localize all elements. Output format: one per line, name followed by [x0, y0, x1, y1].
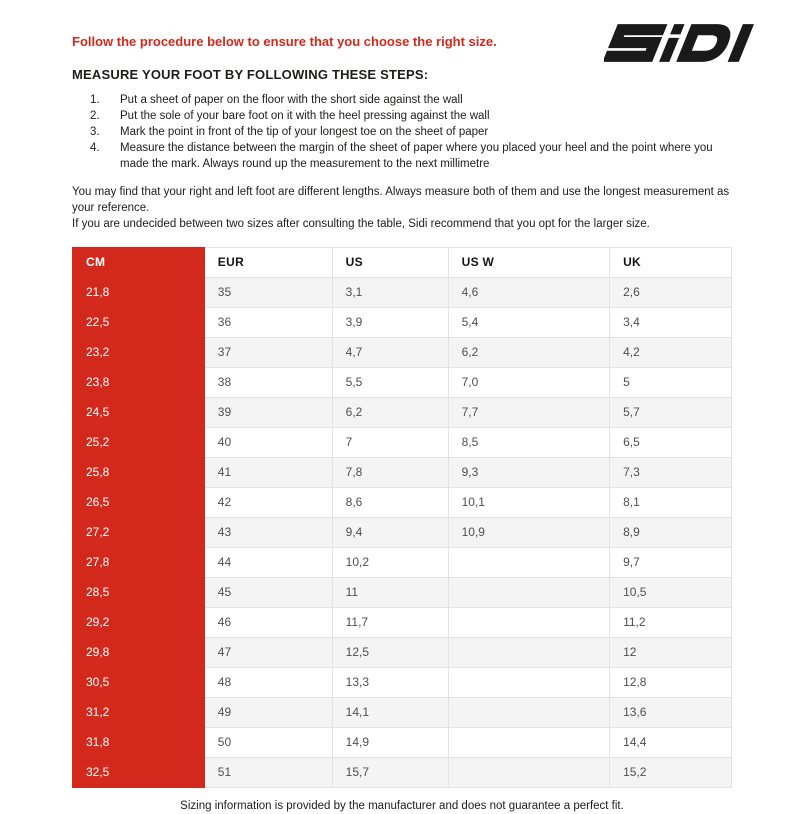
note-larger-size: If you are undecided between two sizes after consulting the table, Sidi recommend that you opt for the larger size. [72, 218, 650, 230]
cell-size: 9,3 [448, 458, 609, 488]
sidi-logo-icon [604, 18, 754, 68]
cell-size: 7,3 [610, 458, 732, 488]
cell-size: 8,5 [448, 428, 609, 458]
table-row [73, 668, 732, 698]
cell-cm: 31,2 [73, 698, 205, 728]
cell-size: 6,2 [332, 398, 448, 428]
table-row [73, 728, 732, 758]
cell-size [448, 578, 609, 608]
note-measure-both: You may find that your right and left foot are different lengths. Always measure both of them and use the longest measurement as your reference. [72, 186, 730, 214]
cell-cm: 32,5 [73, 758, 205, 788]
cell-cm: 29,8 [73, 638, 205, 668]
cell-size: 3,9 [332, 308, 448, 338]
cell-cm: 26,5 [73, 488, 205, 518]
cell-cm: 25,8 [73, 458, 205, 488]
cell-size: 12,5 [332, 638, 448, 668]
cell-size: 47 [204, 638, 332, 668]
cell-size: 5,5 [332, 368, 448, 398]
table-row [73, 368, 732, 398]
cell-size: 6,5 [610, 428, 732, 458]
table-row [73, 398, 732, 428]
steps-list [72, 92, 732, 172]
cell-size: 49 [204, 698, 332, 728]
steps-heading: MEASURE YOUR FOOT BY FOLLOWING THESE STEPS: [72, 67, 429, 82]
step-item-3 [72, 124, 732, 140]
cell-size: 36 [204, 308, 332, 338]
cell-cm: 27,2 [73, 518, 205, 548]
step-text: Put the sole of your bare foot on it with the heel pressing against the wall [120, 110, 490, 122]
cell-size: 15,2 [610, 758, 732, 788]
cell-size: 45 [204, 578, 332, 608]
cell-cm: 30,5 [73, 668, 205, 698]
step-number: 3. [90, 126, 100, 138]
table-row [73, 458, 732, 488]
cell-size: 39 [204, 398, 332, 428]
cell-size: 12 [610, 638, 732, 668]
cell-cm: 24,5 [73, 398, 205, 428]
cell-size: 11,7 [332, 608, 448, 638]
warning-text: Follow the procedure below to ensure that you choose the right size. [72, 34, 497, 49]
step-number: 4. [90, 142, 100, 154]
step-text: Put a sheet of paper on the floor with the short side against the wall [120, 94, 463, 106]
cell-size: 14,9 [332, 728, 448, 758]
step-text: Mark the point in front of the tip of your longest toe on the sheet of paper [120, 126, 489, 138]
col-header-eur: EUR [204, 248, 332, 278]
cell-size: 11 [332, 578, 448, 608]
col-header-us: US [332, 248, 448, 278]
step-item-1 [72, 92, 732, 108]
cell-cm: 31,8 [73, 728, 205, 758]
cell-size: 46 [204, 608, 332, 638]
cell-size: 8,6 [332, 488, 448, 518]
cell-size: 38 [204, 368, 332, 398]
step-item-4 [72, 140, 732, 172]
cell-size: 48 [204, 668, 332, 698]
cell-cm: 23,2 [73, 338, 205, 368]
cell-size: 4,2 [610, 338, 732, 368]
cell-size: 43 [204, 518, 332, 548]
cell-size: 37 [204, 338, 332, 368]
table-row [73, 338, 732, 368]
step-number: 1. [90, 94, 100, 106]
cell-size: 10,9 [448, 518, 609, 548]
cell-size [448, 668, 609, 698]
cell-size [448, 758, 609, 788]
table-row [73, 608, 732, 638]
cell-size: 5 [610, 368, 732, 398]
col-header-uk: UK [610, 248, 732, 278]
table-row [73, 698, 732, 728]
cell-size: 15,7 [332, 758, 448, 788]
cell-cm: 22,5 [73, 308, 205, 338]
cell-size: 9,7 [610, 548, 732, 578]
cell-size: 51 [204, 758, 332, 788]
cell-size: 8,9 [610, 518, 732, 548]
cell-cm: 21,8 [73, 278, 205, 308]
cell-size: 35 [204, 278, 332, 308]
cell-size: 42 [204, 488, 332, 518]
cell-size: 3,4 [610, 308, 732, 338]
table-row [73, 758, 732, 788]
col-header-cm: CM [73, 248, 205, 278]
cell-size [448, 638, 609, 668]
cell-size: 14,1 [332, 698, 448, 728]
cell-size [448, 728, 609, 758]
cell-size: 44 [204, 548, 332, 578]
cell-size: 5,7 [610, 398, 732, 428]
cell-cm: 23,8 [73, 368, 205, 398]
cell-size: 7,7 [448, 398, 609, 428]
col-header-usw: US W [448, 248, 609, 278]
size-table [72, 247, 732, 788]
step-text: Measure the distance between the margin of the sheet of paper where you placed your heel and the point where you made the mark. Always round up the measurement to the next millimetre [120, 142, 713, 170]
cell-size: 5,4 [448, 308, 609, 338]
cell-size: 40 [204, 428, 332, 458]
table-row [73, 488, 732, 518]
disclaimer-text: Sizing information is provided by the manufacturer and does not guarantee a perfect fit. [180, 800, 624, 812]
step-item-2 [72, 108, 732, 124]
cell-size: 10,5 [610, 578, 732, 608]
cell-size: 7,8 [332, 458, 448, 488]
cell-size [448, 608, 609, 638]
cell-size: 14,4 [610, 728, 732, 758]
table-row [73, 308, 732, 338]
cell-size: 10,2 [332, 548, 448, 578]
cell-size: 13,3 [332, 668, 448, 698]
cell-size: 12,8 [610, 668, 732, 698]
cell-size: 41 [204, 458, 332, 488]
table-row [73, 638, 732, 668]
step-number: 2. [90, 110, 100, 122]
sidi-logo [604, 18, 754, 68]
cell-size: 3,1 [332, 278, 448, 308]
cell-size: 13,6 [610, 698, 732, 728]
cell-size: 4,7 [332, 338, 448, 368]
cell-size: 2,6 [610, 278, 732, 308]
cell-cm: 25,2 [73, 428, 205, 458]
table-row [73, 428, 732, 458]
cell-size: 4,6 [448, 278, 609, 308]
table-row [73, 278, 732, 308]
cell-size: 8,1 [610, 488, 732, 518]
cell-cm: 28,5 [73, 578, 205, 608]
cell-size: 11,2 [610, 608, 732, 638]
table-row [73, 548, 732, 578]
table-row [73, 578, 732, 608]
cell-size: 7,0 [448, 368, 609, 398]
cell-size [448, 698, 609, 728]
cell-size: 50 [204, 728, 332, 758]
cell-size: 7 [332, 428, 448, 458]
cell-size: 10,1 [448, 488, 609, 518]
cell-size: 6,2 [448, 338, 609, 368]
table-row [73, 518, 732, 548]
cell-cm: 29,2 [73, 608, 205, 638]
cell-cm: 27,8 [73, 548, 205, 578]
cell-size [448, 548, 609, 578]
table-header-row [73, 248, 732, 278]
cell-size: 9,4 [332, 518, 448, 548]
